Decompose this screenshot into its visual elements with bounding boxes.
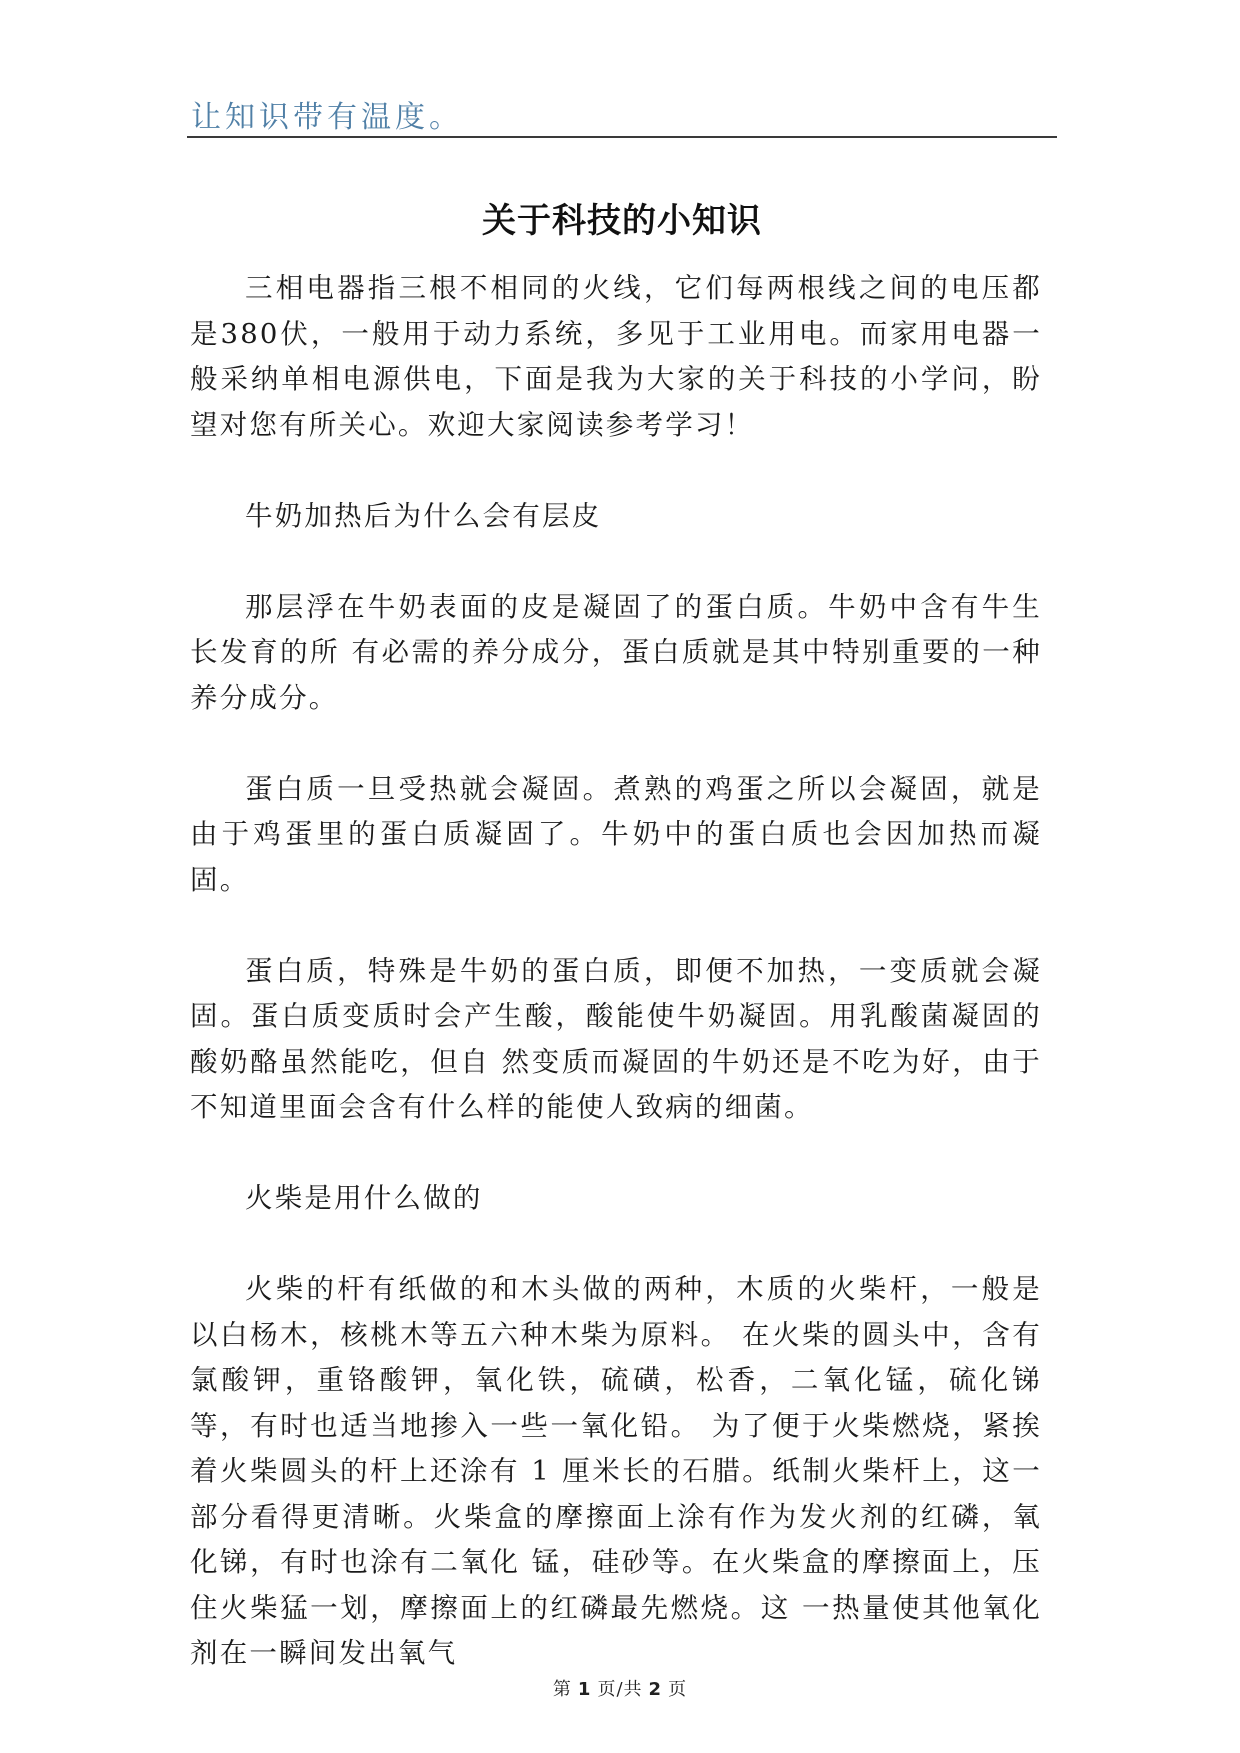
footer-current-page: 1 <box>577 1679 592 1700</box>
document-title: 关于科技的小知识 <box>482 201 762 241</box>
paragraph-intro: 三相电器指三根不相同的火线，它们每两根线之间的电压都是380伏，一般用于动力系统，多见于工业用电。而家用电器一般采纳单相电源供电，下面是我为大家的关于科技的小学问，盼望对您有所关心。欢迎大家阅读参考学习！ <box>190 272 1042 441</box>
document-body <box>190 266 1042 1722</box>
footer-total-pages: 2 <box>648 1679 663 1700</box>
footer-middle: 页/共 <box>597 1679 643 1700</box>
section-heading-matches: 火柴是用什么做的 <box>245 1182 483 1214</box>
header-slogan: 让知识带有温度。 <box>191 100 463 135</box>
paragraph-matches: 火柴的杆有纸做的和木头做的两种，木质的火柴杆，一般是以白杨木，核桃木等五六种木柴为原料。 在火柴的圆头中，含有氯酸钾，重铬酸钾，氧化铁，硫磺，松香，二氧化锰，硫化锑等，有时也适当地掺入一些一氧化铅。 为了便于火柴燃烧，紧挨着火柴圆头的杆上还涂有 1 厘米长的石腊。纸制火柴杆上，这一部分看得更清晰。火柴盒的摩擦面上涂有作为发火剂的红磷，氧化锑，有时也涂有二氧化 锰，硅砂等。在火柴盒的摩擦面上，压住火柴猛一划，摩擦面上的红磷最先燃烧。这 一热量使其他氧化剂在一瞬间发出氧气 <box>190 1273 1042 1669</box>
section-heading-milk: 牛奶加热后为什么会有层皮 <box>245 499 602 532</box>
footer-suffix: 页 <box>668 1679 688 1700</box>
paragraph-protein-heat: 蛋白质一旦受热就会凝固。煮熟的鸡蛋之所以会凝固，就是由于鸡蛋里的蛋白质凝固了。牛奶中的蛋白质也会因加热而凝固。 <box>190 772 1042 896</box>
footer-prefix: 第 <box>552 1679 572 1700</box>
paragraph-protein-spoil: 蛋白质，特殊是牛奶的蛋白质，即便不加热，一变质就会凝固。蛋白质变质时会产生酸，酸能使牛奶凝固。用乳酸菌凝固的酸奶酪虽然能吃，但自 然变质而凝固的牛奶还是不吃为好，由于不知道里面会含有什么样的能使人致病的细菌。 <box>190 954 1042 1123</box>
paragraph-milk-skin: 那层浮在牛奶表面的皮是凝固了的蛋白质。牛奶中含有牛生长发育的所 有必需的养分成分，蛋白质就是其中特别重要的一种养分成分。 <box>190 590 1042 714</box>
page-footer <box>0 1675 1240 1701</box>
page-header <box>187 88 1057 138</box>
